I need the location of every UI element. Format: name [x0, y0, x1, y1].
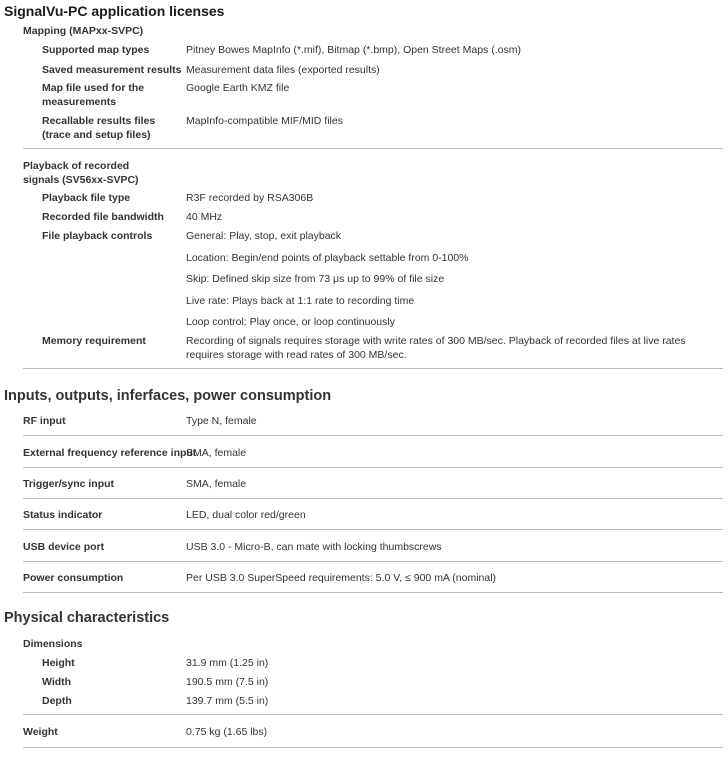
spec-value: General: Play, stop, exit playback	[186, 230, 342, 242]
spec-label: Height	[42, 657, 75, 669]
divider	[23, 714, 723, 715]
spec-label: Saved measurement results	[42, 64, 182, 76]
spec-label: Weight	[23, 726, 58, 738]
divider	[23, 467, 723, 468]
section-title-physical: Physical characteristics	[4, 610, 170, 626]
spec-label: Playback file type	[42, 192, 131, 204]
spec-label: File playback controls	[42, 230, 153, 242]
spec-value: Skip: Defined skip size from 73 μs up to 99% of file size	[186, 273, 445, 285]
spec-value: SMA, female	[186, 478, 247, 490]
spec-label: Power consumption	[23, 572, 124, 584]
section-title-io: Inputs, outputs, inferfaces, power consumption	[4, 388, 332, 404]
spec-value: Location: Begin/end points of playback settable from 0-100%	[186, 252, 469, 264]
spec-label: RF input	[23, 415, 66, 427]
spec-label: Supported map types	[42, 44, 150, 56]
spec-label: Recorded file bandwidth	[42, 211, 164, 223]
divider	[23, 529, 723, 530]
spec-value: LED, dual color red/green	[186, 509, 306, 521]
spec-value: Pitney Bowes MapInfo (*.mif), Bitmap (*.bmp), Open Street Maps (.osm)	[186, 44, 521, 56]
divider	[23, 368, 723, 369]
spec-value: 31.9 mm (1.25 in)	[186, 657, 269, 669]
spec-value: MapInfo-compatible MIF/MID files	[186, 115, 343, 127]
spec-label: Map file used for the measurements	[42, 82, 145, 108]
spec-label: Status indicator	[23, 509, 103, 521]
divider	[23, 747, 723, 748]
spec-label: Trigger/sync input	[23, 478, 115, 490]
spec-value: 190.5 mm (7.5 in)	[186, 676, 269, 688]
spec-label: Memory requirement	[42, 335, 146, 347]
dimensions-heading: Dimensions	[23, 638, 83, 650]
section-title-licenses: SignalVu-PC application licenses	[4, 3, 225, 19]
spec-value: Recording of signals requires storage with write rates of 300 MB/sec. Playback of recorded files at live rates requires storage with read rates of 300 MB/sec.	[186, 335, 686, 361]
divider	[23, 561, 723, 562]
divider	[23, 592, 723, 593]
spec-value: Measurement data files (exported results)	[186, 64, 380, 76]
spec-value: Live rate: Plays back at 1:1 rate to recording time	[186, 295, 415, 307]
mapping-heading: Mapping (MAPxx-SVPC)	[23, 25, 144, 37]
spec-label: Depth	[42, 695, 72, 707]
spec-label: External frequency reference input	[23, 447, 197, 459]
divider	[23, 498, 723, 499]
spec-value: Per USB 3.0 SuperSpeed requirements: 5.0 V, ≤ 900 mA (nominal)	[186, 572, 497, 584]
spec-value: R3F recorded by RSA306B	[186, 192, 314, 204]
spec-value: Type N, female	[186, 415, 257, 427]
spec-value: SMA, female	[186, 447, 247, 459]
spec-label: USB device port	[23, 541, 105, 553]
spec-label: Width	[42, 676, 72, 688]
spec-value: Loop control: Play once, or loop continuously	[186, 316, 395, 328]
spec-value: Google Earth KMZ file	[186, 82, 290, 94]
spec-value: USB 3.0 - Micro-B, can mate with locking thumbscrews	[186, 541, 442, 553]
spec-value: 0.75 kg (1.65 lbs)	[186, 726, 268, 738]
spec-value: 139.7 mm (5.5 in)	[186, 695, 269, 707]
divider	[23, 435, 723, 436]
spec-value: 40 MHz	[186, 211, 223, 223]
playback-heading: Playback of recorded signals (SV56xx-SVPC)	[23, 160, 139, 186]
spec-label: Recallable results files (trace and setup files)	[42, 115, 156, 141]
divider	[23, 148, 723, 149]
